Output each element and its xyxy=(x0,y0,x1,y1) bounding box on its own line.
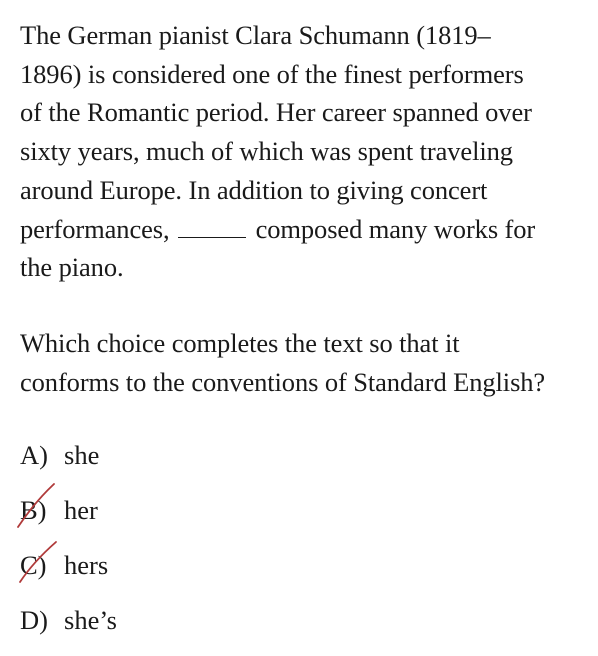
passage-text xyxy=(20,16,590,287)
choice-text: she xyxy=(64,440,100,470)
question-line: Which choice completes the text so that it xyxy=(20,328,460,358)
answer-choices xyxy=(20,436,320,656)
choice-text: hers xyxy=(64,550,109,580)
choice-letter: B) xyxy=(20,495,47,525)
question-card xyxy=(20,16,590,635)
choice-letter: D) xyxy=(20,605,48,635)
choice-c[interactable] xyxy=(20,546,320,601)
passage-line: the piano. xyxy=(20,252,124,283)
choice-text: her xyxy=(64,495,98,525)
choice-b[interactable] xyxy=(20,491,320,546)
choice-text: she’s xyxy=(64,605,117,635)
passage-line: The German pianist Clara Schumann (1819– xyxy=(20,20,491,50)
passage-line: around Europe. In addition to giving concert xyxy=(20,174,488,205)
passage-line: 1896) is considered one of the finest performers xyxy=(20,58,524,89)
passage-line-with-blank xyxy=(20,210,590,249)
choice-d[interactable] xyxy=(20,601,320,656)
passage-fragment: composed many works for xyxy=(249,213,536,244)
choice-a[interactable] xyxy=(20,436,320,491)
fill-in-blank xyxy=(178,215,246,238)
question-line: conforms to the conventions of Standard English? xyxy=(20,366,546,397)
choice-letter: C) xyxy=(20,550,47,580)
choice-letter: A) xyxy=(20,440,48,470)
passage-line: of the Romantic period. Her career spanned over xyxy=(20,97,532,128)
question-prompt xyxy=(20,324,545,401)
passage-fragment: performances, xyxy=(20,213,177,244)
passage-line: sixty years, much of which was spent traveling xyxy=(20,136,513,167)
